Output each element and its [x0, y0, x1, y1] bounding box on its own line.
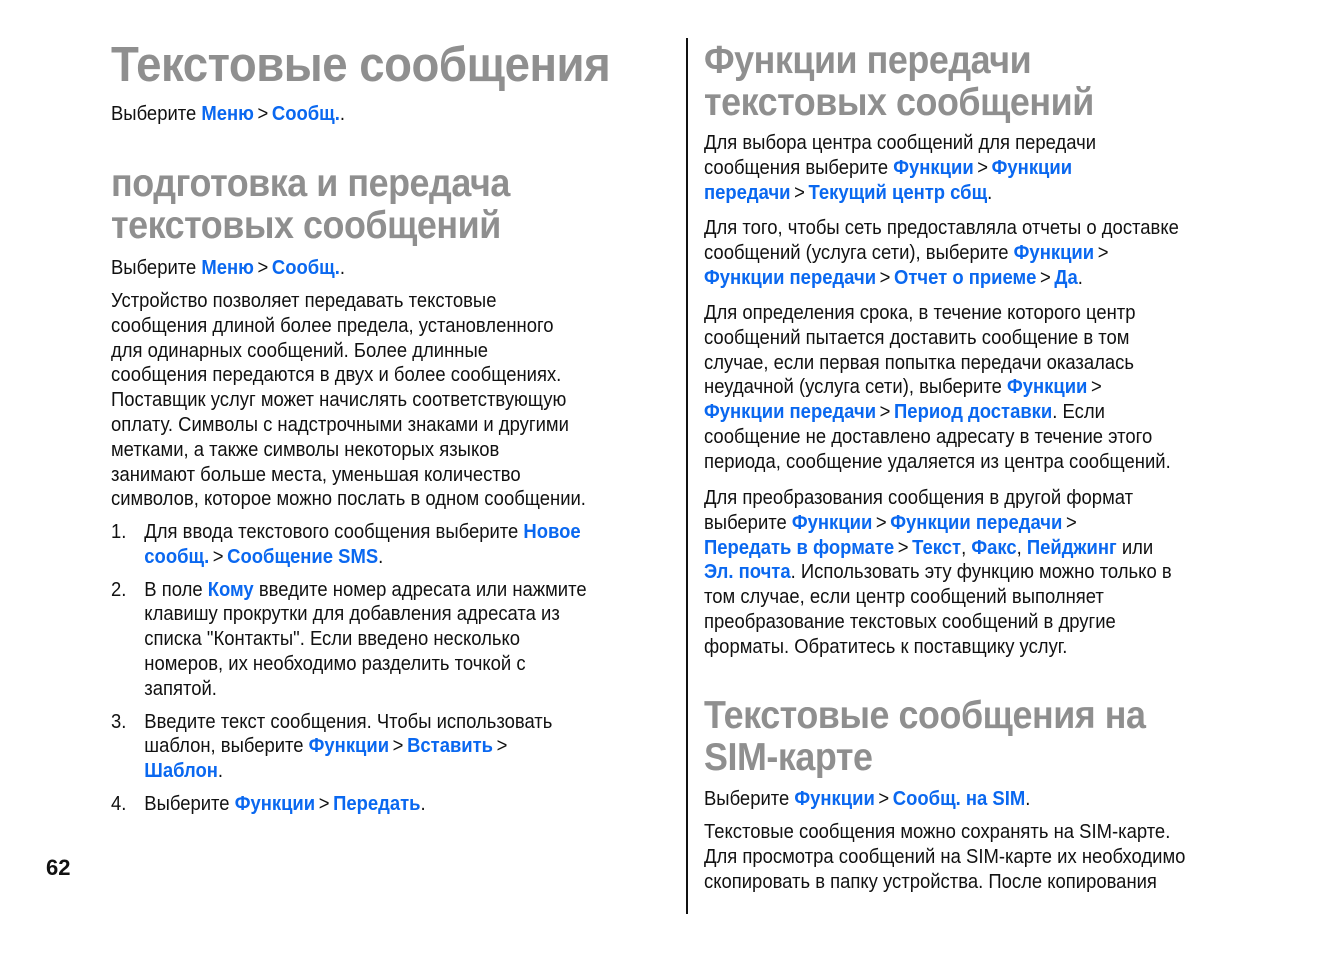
- send-link[interactable]: Передать: [333, 791, 421, 815]
- current-center-link[interactable]: Текущий центр сбщ: [808, 180, 988, 204]
- section-heading-compose: подготовка и передача текстовых сообщений: [111, 162, 510, 247]
- options-link[interactable]: Функции: [1013, 240, 1095, 264]
- page-number: 62: [46, 855, 71, 880]
- steps-list: [111, 520, 669, 817]
- sim-messages-link[interactable]: Сообщ. на SIM: [892, 787, 1026, 810]
- to-field-link[interactable]: Кому: [207, 577, 254, 601]
- yes-link[interactable]: Да: [1054, 265, 1078, 289]
- delivery-report-link[interactable]: Отчет о приеме: [894, 265, 1037, 289]
- insert-link[interactable]: Вставить: [407, 734, 494, 758]
- options-link[interactable]: Функции: [794, 787, 875, 810]
- send-options-link[interactable]: Функции передачи: [704, 400, 877, 424]
- options-link[interactable]: Функции: [791, 510, 873, 534]
- email-format-link[interactable]: Эл. почта: [704, 560, 791, 584]
- step-3: 3. Введите текст сообщения. Чтобы использовать шаблон, выберите Функции > Вставить > Шаблон.: [111, 709, 553, 783]
- paragraph-delivery-report: Для того, чтобы сеть предоставляла отчеты о доставке сообщений (услуга сети), выберите Функции > Функции передачи > Отчет о приеме > Да.: [704, 216, 1179, 289]
- section-heading-sim: Текстовые сообщения на SIM-карте: [704, 694, 1146, 779]
- paragraph-sim: Текстовые сообщения можно сохранять на SIM-карте. Для просмотра сообщений на SIM-карте их необходимо скопировать в папку устройства. После копирования: [704, 820, 1186, 893]
- column-divider: [686, 38, 688, 914]
- menu-link[interactable]: Меню: [201, 256, 254, 279]
- page-title: Текстовые сообщения: [111, 38, 611, 92]
- text-format-link[interactable]: Текст: [912, 535, 962, 559]
- options-link[interactable]: Функции: [893, 155, 974, 179]
- paging-format-link[interactable]: Пейджинг: [1026, 535, 1117, 559]
- paragraph-message-center: Для выбора центра сообщений для передачи сообщения выберите Функции > Функции передачи > Текущий центр сбщ.: [704, 131, 1097, 204]
- paragraph-validity-period: Для определения срока, в течение которого центр сообщений пытается доставить сообщение в том случае, если первая попытка передачи оказалась неудачной (услуга сети), выберите Функции > Функции передачи > Период доставки. Если сообщение не доставлено адресату в течение этого периода, сообщение удаляется из центра сообщений.: [704, 301, 1171, 473]
- step-4: 4. Выберите Функции > Передать.: [111, 791, 426, 815]
- menu-link[interactable]: Меню: [201, 102, 254, 125]
- options-link[interactable]: Функции: [234, 791, 316, 815]
- send-as-link[interactable]: Передать в формате: [704, 535, 895, 559]
- send-options-link[interactable]: передачи: [704, 180, 791, 204]
- menu-path: Выберите Функции > Сообщ. на SIM.: [704, 787, 1031, 810]
- step-1: 1. Для ввода текстового сообщения выберите Новое сообщ. > Сообщение SMS.: [111, 520, 581, 568]
- send-options-link[interactable]: Функции: [991, 155, 1073, 179]
- messages-link[interactable]: Сообщ.: [271, 256, 340, 279]
- new-message-link[interactable]: сообщ.: [144, 544, 210, 568]
- options-link[interactable]: Функции: [308, 734, 390, 758]
- menu-path: Выберите Меню > Сообщ..: [111, 102, 346, 125]
- new-message-link[interactable]: Новое: [523, 520, 581, 543]
- sms-message-link[interactable]: Сообщение SMS: [227, 544, 379, 568]
- options-link[interactable]: Функции: [1006, 375, 1088, 399]
- fax-format-link[interactable]: Факс: [971, 535, 1017, 559]
- paragraph-conversion: Для преобразования сообщения в другой формат выберите Функции > Функции передачи > Передать в формате > Текст, Факс, Пейджинг или Эл. почта. Использовать эту функцию можно только в том случае, если центр сообщений выполняет преобразование текстовых сообщений в другие форматы. Обратитесь к поставщику услуг.: [704, 486, 1172, 658]
- template-link[interactable]: Шаблон: [144, 759, 218, 783]
- messages-link[interactable]: Сообщ.: [271, 102, 340, 125]
- send-options-link[interactable]: Функции передачи: [890, 510, 1063, 534]
- validity-period-link[interactable]: Период доставки: [894, 400, 1053, 424]
- intro-paragraph: Устройство позволяет передавать текстовые сообщения длиной более предела, установленного для одинарных сообщений. Более длинные сообщения передаются в двух и более сообщениях. Поставщик услуг может начислять соответствующую оплату. Символы с надстрочными знаками и другими метками, а также символы некоторых языков занимают больше места, уменьшая количество символов, которое можно послать в одном сообщении.: [111, 289, 586, 511]
- section-heading-send-options: Функции передачи текстовых сообщений: [704, 39, 1094, 124]
- send-options-link[interactable]: Функции передачи: [704, 265, 877, 289]
- step-2: 2. В поле Кому введите номер адресата или нажмите клавишу прокрутки для добавления адресата из списка "Контакты". Если введено несколько номеров, их необходимо разделить точкой с запятой.: [111, 577, 587, 700]
- menu-path: Выберите Меню > Сообщ..: [111, 256, 346, 279]
